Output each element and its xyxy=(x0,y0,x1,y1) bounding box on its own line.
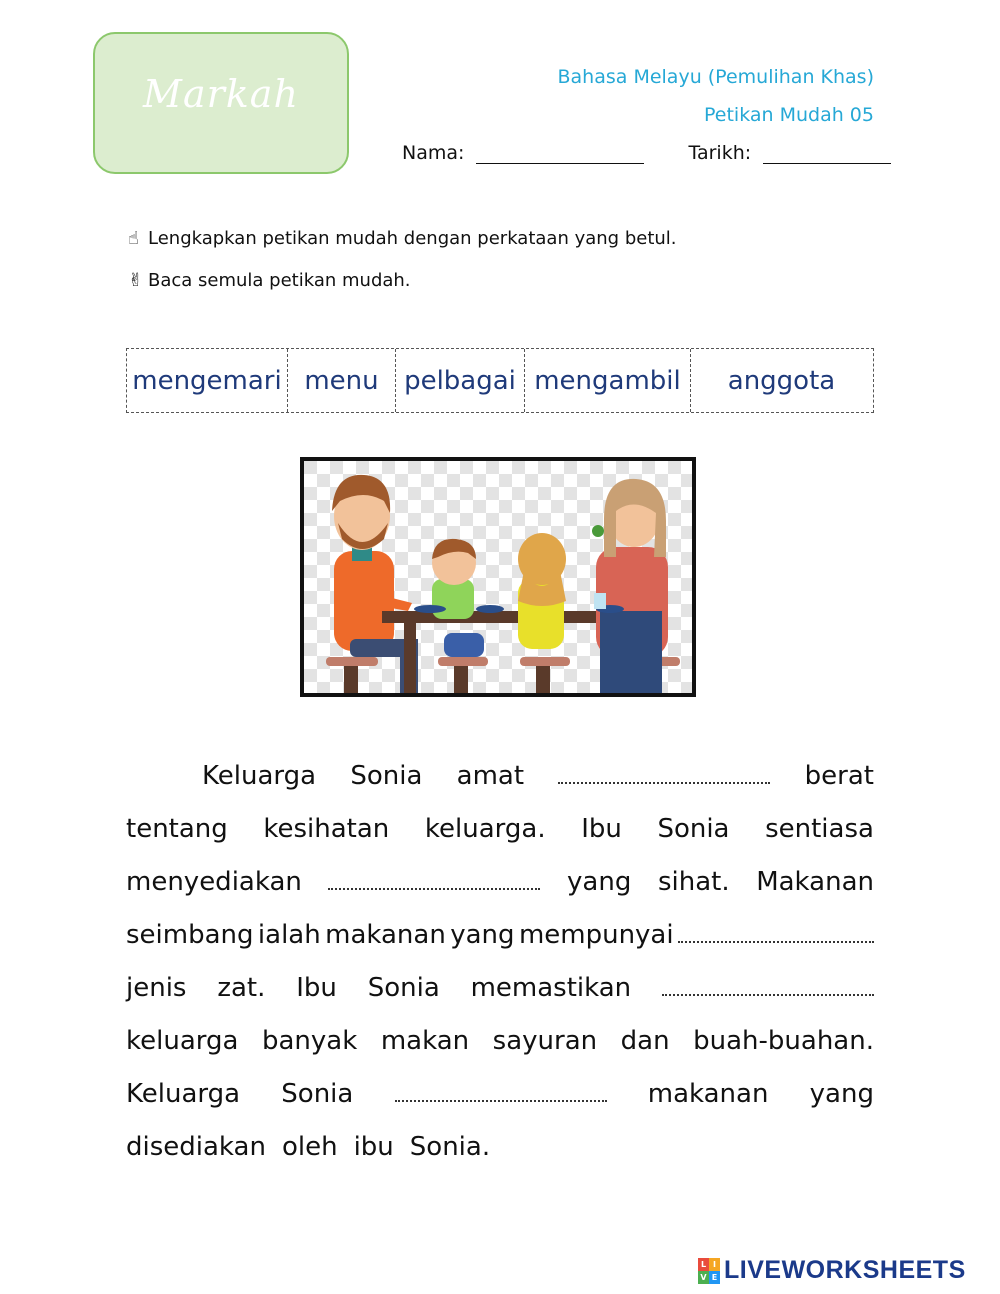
passage-word: makanan xyxy=(325,920,446,950)
blank-1[interactable] xyxy=(558,768,770,784)
passage-word: jenis xyxy=(126,973,187,1003)
blank-5[interactable] xyxy=(395,1086,607,1102)
passage-word: amat xyxy=(456,761,525,791)
word-bank-item[interactable]: mengambil xyxy=(525,349,691,412)
passage-word: ialah xyxy=(257,920,321,950)
word-bank-item[interactable]: menu xyxy=(288,349,396,412)
worksheet-title: Petikan Mudah 05 xyxy=(704,104,874,126)
passage-word: yang xyxy=(809,1079,874,1109)
family-dinner-illustration xyxy=(300,457,696,697)
passage-word: tentang xyxy=(126,814,228,844)
reading-passage xyxy=(126,750,874,1174)
victory-hand-icon: ✌ xyxy=(128,270,144,291)
subject-title: Bahasa Melayu (Pemulihan Khas) xyxy=(557,66,874,88)
word-bank-item[interactable]: anggota xyxy=(727,365,836,396)
passage-line xyxy=(126,750,874,803)
passage-word: Sonia. xyxy=(409,1132,491,1162)
passage-word: sihat. xyxy=(657,867,730,897)
passage-line xyxy=(126,1121,874,1174)
passage-word: kesihatan xyxy=(263,814,390,844)
blank-2[interactable] xyxy=(328,874,540,890)
word-bank xyxy=(126,348,874,413)
passage-word: zat. xyxy=(217,973,266,1003)
passage-word: buah-buahan. xyxy=(693,1026,874,1056)
passage-word: keluarga xyxy=(126,1026,239,1056)
passage-word: ibu xyxy=(353,1132,394,1162)
passage-word: Sonia xyxy=(657,814,730,844)
passage-line xyxy=(126,1015,874,1068)
liveworksheets-logo[interactable] xyxy=(698,1256,966,1285)
passage-line xyxy=(126,909,874,962)
passage-word: Sonia xyxy=(350,761,423,791)
blank-4[interactable] xyxy=(662,980,874,996)
passage-word: Sonia xyxy=(367,973,440,1003)
passage-word: mempunyai xyxy=(518,920,674,950)
passage-word: Ibu xyxy=(581,814,622,844)
instruction-2 xyxy=(128,270,411,291)
pointing-finger-icon: ☝ xyxy=(128,228,139,249)
passage-line xyxy=(126,962,874,1015)
passage-line xyxy=(126,1068,874,1121)
passage-word: yang xyxy=(567,867,632,897)
blank-3[interactable] xyxy=(678,927,874,943)
word-bank-item[interactable]: mengemari xyxy=(127,349,288,412)
liveworksheets-icon: L I V E xyxy=(698,1258,720,1284)
passage-word: oleh xyxy=(281,1132,338,1162)
passage-word: memastikan xyxy=(470,973,632,1003)
passage-word: Keluarga xyxy=(126,1079,241,1109)
passage-word: Keluarga xyxy=(202,761,317,791)
passage-word: disediakan xyxy=(126,1132,266,1162)
name-field[interactable] xyxy=(476,145,644,164)
passage-word: berat xyxy=(804,761,874,791)
score-box xyxy=(93,32,349,174)
passage-word: Sonia xyxy=(281,1079,354,1109)
passage-word: keluarga. xyxy=(424,814,546,844)
passage-word: sayuran xyxy=(492,1026,598,1056)
passage-word: Ibu xyxy=(296,973,337,1003)
score-label: Markah xyxy=(143,72,299,116)
name-label: Nama: xyxy=(402,142,465,164)
family-dinner-image xyxy=(304,461,692,693)
passage-word: Makanan xyxy=(756,867,874,897)
passage-line xyxy=(126,856,874,909)
instruction-text: Baca semula petikan mudah. xyxy=(148,270,411,291)
passage-word: sentiasa xyxy=(765,814,874,844)
date-label: Tarikh: xyxy=(688,142,752,164)
passage-word: menyediakan xyxy=(126,867,302,897)
instruction-text: Lengkapkan petikan mudah dengan perkataan yang betul. xyxy=(148,228,677,249)
passage-word: banyak xyxy=(261,1026,358,1056)
instruction-1 xyxy=(128,228,677,249)
passage-word: makanan xyxy=(647,1079,769,1109)
passage-word: dan xyxy=(620,1026,670,1056)
brand-name: LIVEWORKSHEETS xyxy=(724,1256,966,1284)
passage-word: makan xyxy=(380,1026,470,1056)
passage-line xyxy=(126,803,874,856)
passage-word: seimbang xyxy=(126,920,254,950)
word-bank-item[interactable]: pelbagai xyxy=(396,349,525,412)
passage-word: yang xyxy=(450,920,515,950)
date-field[interactable] xyxy=(763,145,891,164)
name-date-row xyxy=(402,142,891,164)
